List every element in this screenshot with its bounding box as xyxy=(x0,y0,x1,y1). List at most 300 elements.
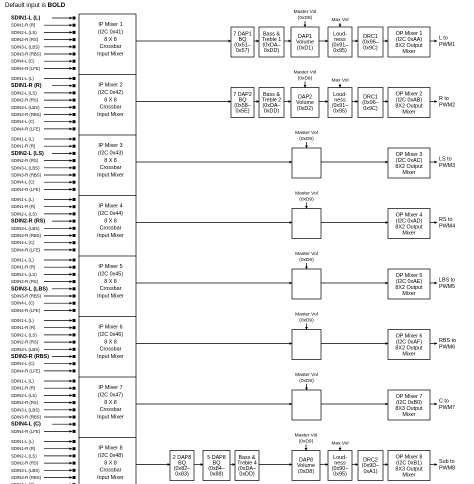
input-label: SDIN4-L (C) xyxy=(11,300,35,306)
input-label: SDIN3-R (RBS) xyxy=(11,475,42,480)
dsp-stage-line: Volume xyxy=(296,100,314,107)
master-vol-reg: (0xD9) xyxy=(297,76,313,82)
output-label: PWM6 xyxy=(439,344,456,351)
op-mixer-box-line: (I2C 0xB0) xyxy=(396,399,422,406)
dsp-stage xyxy=(235,451,259,481)
input-label: SDIN4-R (LFE) xyxy=(11,428,41,434)
ip-mixer-text: IP Mixer 3 xyxy=(98,143,123,149)
dsp-stage xyxy=(328,451,352,481)
op-mixer-box xyxy=(388,390,430,420)
op-mixer-box xyxy=(388,148,430,178)
input-port xyxy=(73,24,76,27)
input-label: SDIN2-R (RS) xyxy=(11,218,46,225)
dsp-stage-line: 0x9C) xyxy=(363,45,378,52)
input-port xyxy=(73,17,76,20)
note-prefix: Default input is xyxy=(5,2,48,9)
dsp-stage xyxy=(328,88,352,118)
ip-mixer-text: (I2C 0x42) xyxy=(97,89,124,96)
dsp-stage-line: Treble 4 xyxy=(237,460,257,467)
output-label: LS to xyxy=(439,156,452,163)
dsp-stage xyxy=(259,88,284,118)
dsp-stage-line: DRC2 xyxy=(363,457,378,464)
input-label: SDIN4-L (C) xyxy=(11,119,35,125)
input-port xyxy=(73,302,76,305)
input-port xyxy=(73,266,76,269)
input-label: SDIN4-L (C) xyxy=(11,421,41,428)
ip-mixer-text: Crossbar xyxy=(99,346,122,353)
dsp-stage-line: 0x9C) xyxy=(363,105,378,112)
dsp-stage-line: ness xyxy=(334,36,346,43)
ip-mixer-text: (I2C 0x43) xyxy=(97,150,124,157)
input-port xyxy=(73,394,76,397)
input-label: SDIN3-L (LBS) xyxy=(11,346,40,352)
ip-mixer-text: Crossbar xyxy=(99,104,122,111)
ip-mixer-text: Input Mixer xyxy=(97,172,124,179)
dsp-stage-line: (0xDA– xyxy=(262,42,281,49)
ip-mixer-text: Crossbar xyxy=(99,225,122,232)
input-port xyxy=(73,447,76,450)
dsp-stage-line: DAP2 xyxy=(297,94,313,101)
input-port xyxy=(73,234,76,237)
input-port xyxy=(73,205,76,208)
op-mixer-box xyxy=(388,269,430,299)
dsp-stage-line: DAP8 xyxy=(298,457,314,464)
op-mixer-box-line: (I2C 0xAF) xyxy=(395,339,423,346)
input-label: SDIN3-R (RBS) xyxy=(11,414,42,420)
channel-1 xyxy=(11,9,455,75)
output-label: LBS to xyxy=(439,277,456,284)
input-port xyxy=(73,31,76,34)
input-port xyxy=(73,99,76,102)
dsp-stage-line: (0xD1) xyxy=(296,45,314,52)
op-mixer-box-line: OP Mixer 7 xyxy=(395,393,423,400)
max-vol-label: Max Vol xyxy=(331,18,349,23)
channel-2 xyxy=(11,70,455,136)
dsp-stage-line: ness xyxy=(334,97,346,104)
master-vol-reg: (0xD9) xyxy=(299,318,314,324)
op-mixer-box-line: Mixer xyxy=(402,290,416,297)
input-label: SDIN3-R (RBS) xyxy=(11,293,42,299)
channel-7 xyxy=(11,372,455,438)
input-label: SDIN4-R (LFE) xyxy=(11,247,41,253)
output-label: PWM4 xyxy=(439,223,456,230)
op-mixer-box-line: Mixer xyxy=(402,411,416,418)
channel-8 xyxy=(11,433,455,484)
dsp-stage-line: (0x96– xyxy=(362,100,379,107)
dsp-stage-line: (0x90– xyxy=(331,466,349,473)
input-label: SDIN3-L (LBS) xyxy=(11,467,40,473)
op-mixer-box-line: (I2C 0xAB) xyxy=(395,97,423,104)
op-mixer-box-line: OP Mixer 3 xyxy=(395,151,423,158)
op-mixer-box xyxy=(388,88,430,118)
op-mixer-box-line: 8X2 Output xyxy=(395,284,423,291)
input-port xyxy=(73,280,76,283)
ip-mixer-text: Crossbar xyxy=(99,44,122,51)
op-mixer-box-line: Mixer xyxy=(402,351,416,358)
op-mixer-box-line: 8X2 Output xyxy=(395,224,423,231)
input-label: SDIN1-L (L) xyxy=(11,15,41,22)
dsp-stage-line: Loud- xyxy=(333,91,347,98)
op-mixer-box-line: OP Mixer 8 xyxy=(395,454,423,461)
input-label: SDIN2-R (RS) xyxy=(11,339,39,345)
input-port xyxy=(73,326,76,329)
input-port xyxy=(73,259,76,262)
input-port xyxy=(73,309,76,312)
input-port xyxy=(73,387,76,390)
input-port xyxy=(73,198,76,201)
dsp-stage-outline xyxy=(292,209,321,239)
input-port xyxy=(73,53,76,56)
output-label: PWM5 xyxy=(439,284,456,290)
op-mixer-box-line: 8X2 Output xyxy=(395,163,423,170)
input-label: SDIN3-L (LBS) xyxy=(11,286,48,293)
master-vol-reg: (0xD9) xyxy=(299,379,314,384)
input-port xyxy=(73,469,76,472)
input-port xyxy=(73,355,76,358)
ip-mixer-text: IP Mixer 4 xyxy=(98,203,123,210)
master-vol-reg: (0xD9) xyxy=(299,258,314,263)
input-label: SDIN3-R (RBS) xyxy=(11,233,42,238)
master-vol-label: Master Vol xyxy=(293,70,317,76)
dsp-stage-line: Treble 2 xyxy=(261,97,282,104)
input-port xyxy=(73,38,76,41)
input-port xyxy=(73,241,76,244)
input-port xyxy=(73,212,76,215)
ip-mixer-text: Input Mixer xyxy=(97,112,124,119)
dsp-stage-line: 0x88) xyxy=(209,471,224,478)
dsp-stage-line: Bass & xyxy=(238,454,256,461)
dsp-stage-line: 0xDD) xyxy=(263,108,280,115)
output-label: R to xyxy=(439,96,449,102)
input-label: SDIN1-L (L) xyxy=(11,439,34,444)
input-label: SDIN2-R (RS) xyxy=(11,97,39,103)
input-port xyxy=(73,127,76,130)
op-mixer-box-line: Mixer xyxy=(402,230,416,237)
ip-mixer-text: (I2C 0x48) xyxy=(97,452,124,459)
input-port xyxy=(73,220,76,223)
input-port xyxy=(73,227,76,230)
dsp-stage-line: ness xyxy=(334,460,346,467)
master-vol-label: Master Vol xyxy=(293,10,317,15)
op-mixer-box-line: OP Mixer 4 xyxy=(395,212,423,219)
input-label: SDIN2-L (LS) xyxy=(11,332,37,338)
dsp-stage-line: (0xD2) xyxy=(296,105,314,112)
input-label: SDIN3-R (RBS) xyxy=(11,112,42,117)
output-label: L to xyxy=(439,35,448,42)
ip-mixer-text: (I2C 0x45) xyxy=(97,271,124,278)
input-label: SDIN1-L (L) xyxy=(11,378,34,384)
dsp-stage-line: 2 DAP8 xyxy=(172,454,192,461)
dsp-stage-line: (0x91– xyxy=(331,103,349,110)
ip-mixer-text: (I2C 0x44) xyxy=(97,210,124,217)
op-mixer-box-line: (I2C 0xAD) xyxy=(395,218,423,225)
input-label: SDIN3-L (LBS) xyxy=(11,165,40,171)
dsp-stage-line: 0x57) xyxy=(235,48,250,55)
input-port xyxy=(73,77,76,80)
input-label: SDIN1-R (R) xyxy=(11,264,36,270)
op-mixer-box-line: (I2C 0xAC) xyxy=(395,157,423,164)
input-port xyxy=(73,113,76,116)
op-mixer-box-line: (I2C 0xAE) xyxy=(395,278,423,285)
op-mixer-box-line: Mixer xyxy=(402,169,416,176)
dsp-stage-line: Treble 1 xyxy=(261,36,282,43)
dsp-stage xyxy=(292,390,321,420)
op-mixer-box-line: 8X2 Output xyxy=(395,345,423,352)
input-port xyxy=(73,416,76,419)
dsp-stage-outline xyxy=(292,148,321,178)
input-label: SDIN4-L (C) xyxy=(11,361,35,367)
input-port xyxy=(73,440,76,443)
input-port xyxy=(73,159,76,162)
input-port xyxy=(73,106,76,109)
input-label: SDIN4-R (LFE) xyxy=(11,126,41,132)
op-mixer-box-line: OP Mixer 1 xyxy=(395,30,423,37)
ip-mixer-text: Crossbar xyxy=(99,467,122,474)
input-label: SDIN1-R (R) xyxy=(11,446,36,452)
input-label: SDIN2-L (LS) xyxy=(11,150,44,157)
input-label: SDIN2-R (RS) xyxy=(11,158,39,164)
dsp-stage-line: (0x9D– xyxy=(361,463,380,470)
output-label: PWM3 xyxy=(439,163,456,169)
ip-mixer-text: Input Mixer xyxy=(97,51,124,58)
input-label: SDIN4-R (LFE) xyxy=(11,65,41,71)
input-label: SDIN2-L (LS) xyxy=(11,392,37,398)
input-label: SDIN1-L (L) xyxy=(11,197,34,202)
dsp-stage xyxy=(292,209,321,239)
dsp-stage-line: Bass & xyxy=(262,31,281,38)
op-mixer-box-line: 8X3 Output xyxy=(395,466,423,473)
op-mixer-box-line: 8X2 Output xyxy=(395,42,423,49)
input-port xyxy=(73,138,76,141)
op-mixer-box-line: (I2C 0xB1) xyxy=(396,460,422,467)
ip-mixer-text: IP Mixer 2 xyxy=(98,82,123,89)
ip-mixer-text: Input Mixer xyxy=(97,354,124,361)
input-port xyxy=(73,362,76,365)
master-vol-reg: (0xD9) xyxy=(298,439,314,445)
input-port xyxy=(73,84,76,87)
input-port xyxy=(73,430,76,433)
ip-mixer-text: Crossbar xyxy=(99,407,122,414)
ip-mixer-text: Input Mixer xyxy=(97,293,124,300)
input-port xyxy=(73,45,76,48)
ip-mixer-text: 8 X 8 xyxy=(104,399,117,406)
input-label: SDIN1-R (R) xyxy=(11,83,42,90)
channel-5 xyxy=(11,251,455,317)
ip-mixer-text: Crossbar xyxy=(99,286,122,293)
op-mixer-box xyxy=(388,27,430,57)
dsp-stage-line: BQ xyxy=(178,460,186,467)
op-mixer-box-line: Mixer xyxy=(402,472,416,479)
ip-mixer-text: 8 X 8 xyxy=(104,157,117,164)
dsp-stage-line: (0x91– xyxy=(331,42,349,49)
dsp-stage xyxy=(292,330,321,360)
dsp-stage-outline xyxy=(292,330,321,360)
input-label: SDIN3-L (LBS) xyxy=(11,44,40,50)
input-label: SDIN3-R (RBS) xyxy=(11,354,50,360)
dsp-stage-line: 0x95) xyxy=(333,108,347,115)
input-label: SDIN3-L (LBS) xyxy=(11,225,40,231)
output-label: PWM2 xyxy=(439,102,456,109)
dsp-stage-line: 0xDD) xyxy=(239,471,255,478)
dsp-stage xyxy=(203,451,230,481)
max-vol-label: Max Vol xyxy=(331,441,349,447)
master-vol-label: Master Vol xyxy=(294,433,318,439)
dsp-stage xyxy=(292,148,321,178)
input-label: SDIN1-R (R) xyxy=(11,143,36,149)
dsp-stage-line: 0x95) xyxy=(333,48,347,55)
ip-mixer-text: IP Mixer 7 xyxy=(98,385,123,391)
dsp-stage-line: Loud- xyxy=(333,454,347,461)
master-vol-label: Master Vol xyxy=(295,252,318,257)
op-mixer-box-line: Mixer xyxy=(402,109,416,116)
dsp-stage-line: 7 DAP1 xyxy=(233,31,252,38)
channel-3 xyxy=(11,130,455,196)
op-mixer-box xyxy=(388,209,430,239)
ip-mixer-text: 8 X 8 xyxy=(104,97,117,104)
input-port xyxy=(73,341,76,344)
input-port xyxy=(73,423,76,426)
input-label: SDIN2-R (RS) xyxy=(11,460,39,466)
dsp-stage-line: Loud- xyxy=(333,31,347,38)
op-mixer-box xyxy=(388,330,430,360)
dsp-stage-line: Bass & xyxy=(262,91,281,98)
input-label: SDIN2-L (LS) xyxy=(11,90,37,96)
dsp-stage xyxy=(231,27,254,57)
ip-mixer-text: Input Mixer xyxy=(97,414,124,421)
input-label: SDIN3-L (LBS) xyxy=(11,104,40,110)
op-mixer-box-line: OP Mixer 2 xyxy=(395,91,423,98)
input-port xyxy=(73,166,76,169)
input-label: SDIN2-R (RS) xyxy=(11,37,39,43)
dsp-stage-line: (0x84– xyxy=(208,466,225,473)
input-label: SDIN4-R (LFE) xyxy=(11,186,41,192)
dsp-stage-line: 0x83) xyxy=(175,471,189,478)
dsp-stage-line: 0x95) xyxy=(333,471,347,478)
dsp-stage-line: 5 DAP8 xyxy=(207,454,226,461)
input-port xyxy=(73,174,76,177)
dsp-stage xyxy=(358,88,383,118)
input-port xyxy=(73,462,76,465)
input-port xyxy=(73,333,76,336)
input-label: SDIN2-R (RS) xyxy=(11,279,39,285)
dsp-stage-line: BQ xyxy=(238,36,247,43)
dsp-stage-line: (0x51– xyxy=(234,42,251,49)
dsp-stage-line: 7 DAP2 xyxy=(233,91,252,98)
dsp-stage-line: 0x5E) xyxy=(235,108,250,115)
input-label: SDIN1-R (R) xyxy=(11,204,36,210)
input-port xyxy=(73,181,76,184)
dsp-stage-line: BQ xyxy=(238,97,247,104)
dsp-stage-line: DRC1 xyxy=(363,34,378,41)
input-label: SDIN1-R (R) xyxy=(11,325,36,331)
dsp-stage-line: DAP1 xyxy=(297,34,313,41)
ip-mixer-text: (I2C 0x41) xyxy=(97,29,124,36)
ip-mixer-text: Crossbar xyxy=(99,165,122,172)
dsp-stage xyxy=(291,27,319,57)
input-label: SDIN2-R (RS) xyxy=(11,400,39,406)
ip-mixer-text: (I2C 0x46) xyxy=(97,331,124,338)
master-vol-label: Master Vol xyxy=(295,131,318,136)
master-vol-reg: (0xD9) xyxy=(299,197,314,203)
dsp-stage-outline xyxy=(292,390,321,420)
input-port xyxy=(73,60,76,63)
input-port xyxy=(73,454,76,457)
input-label: SDIN1-L (L) xyxy=(11,76,34,81)
dsp-stage-line: (0x58– xyxy=(234,103,251,110)
dsp-stage xyxy=(259,27,284,57)
ip-mixer-text: 8 X 8 xyxy=(104,278,117,285)
dsp-stage-line: (0xD8) xyxy=(297,468,315,475)
dsp-stage-line: DRC1 xyxy=(363,94,378,101)
input-port xyxy=(73,120,76,123)
channel-6 xyxy=(11,312,456,378)
dsp-stage-line: Volume xyxy=(296,39,314,46)
op-mixer-box-line: Mixer xyxy=(402,48,416,55)
dsp-stage-line: (0xDA– xyxy=(238,466,256,473)
master-vol-reg: (0xD9) xyxy=(299,137,314,142)
note-bold-word: BOLD xyxy=(47,2,66,9)
master-vol-label: Master Vol xyxy=(295,312,318,318)
dsp-stage xyxy=(358,27,383,57)
input-label: SDIN1-R (R) xyxy=(11,22,36,28)
input-port xyxy=(73,319,76,322)
input-label: SDIN3-R (RBS) xyxy=(11,172,42,178)
input-label: SDIN1-L (L) xyxy=(11,318,34,323)
dsp-stage xyxy=(292,451,320,481)
op-mixer-box-line: OP Mixer 5 xyxy=(395,272,423,279)
op-mixer-box xyxy=(388,451,430,481)
output-label: PWM1 xyxy=(439,42,456,48)
input-label: SDIN2-L (LS) xyxy=(11,453,37,459)
input-label: SDIN2-L (LS) xyxy=(11,211,37,217)
input-label: SDIN1-L (L) xyxy=(11,257,34,263)
dsp-stage-line: Volume xyxy=(297,463,315,470)
output-label: PWM8 xyxy=(439,465,456,472)
dsp-stage xyxy=(292,269,321,299)
dsp-stage-line: 0xA1) xyxy=(363,468,378,475)
dsp-stage xyxy=(170,451,194,481)
output-label: PWM7 xyxy=(439,405,456,411)
input-port xyxy=(73,476,76,479)
input-port xyxy=(73,408,76,411)
ip-mixer-text: Input Mixer xyxy=(97,475,124,482)
ip-mixer-text: 8 X 8 xyxy=(104,460,117,467)
output-label: RS to xyxy=(439,217,453,223)
input-port xyxy=(73,287,76,290)
dsp-stage xyxy=(231,88,254,118)
ip-mixer-text: 8 X 8 xyxy=(104,339,117,346)
input-port xyxy=(73,188,76,191)
ip-mixer-text: IP Mixer 6 xyxy=(98,324,123,331)
input-label: SDIN1-L (L) xyxy=(11,136,34,142)
input-port xyxy=(73,273,76,276)
ip-mixer-text: IP Mixer 1 xyxy=(98,22,123,28)
input-port xyxy=(73,67,76,70)
master-vol-label: Master Vol xyxy=(295,373,318,378)
input-port xyxy=(73,380,76,383)
input-port xyxy=(73,152,76,155)
input-label: SDIN3-R (RBS) xyxy=(11,51,42,57)
input-port xyxy=(73,91,76,94)
output-label: Sub to xyxy=(439,459,455,465)
input-label: SDIN4-R (LFE) xyxy=(11,307,41,313)
master-vol-reg: (0xD9) xyxy=(297,16,313,21)
dsp-stage-line: (0x82– xyxy=(173,466,191,473)
master-vol-label: Master Vol xyxy=(295,191,318,197)
input-port xyxy=(73,145,76,148)
op-mixer-box-line: 8X2 Output xyxy=(395,103,423,110)
ip-mixer-text: IP Mixer 5 xyxy=(98,264,123,270)
